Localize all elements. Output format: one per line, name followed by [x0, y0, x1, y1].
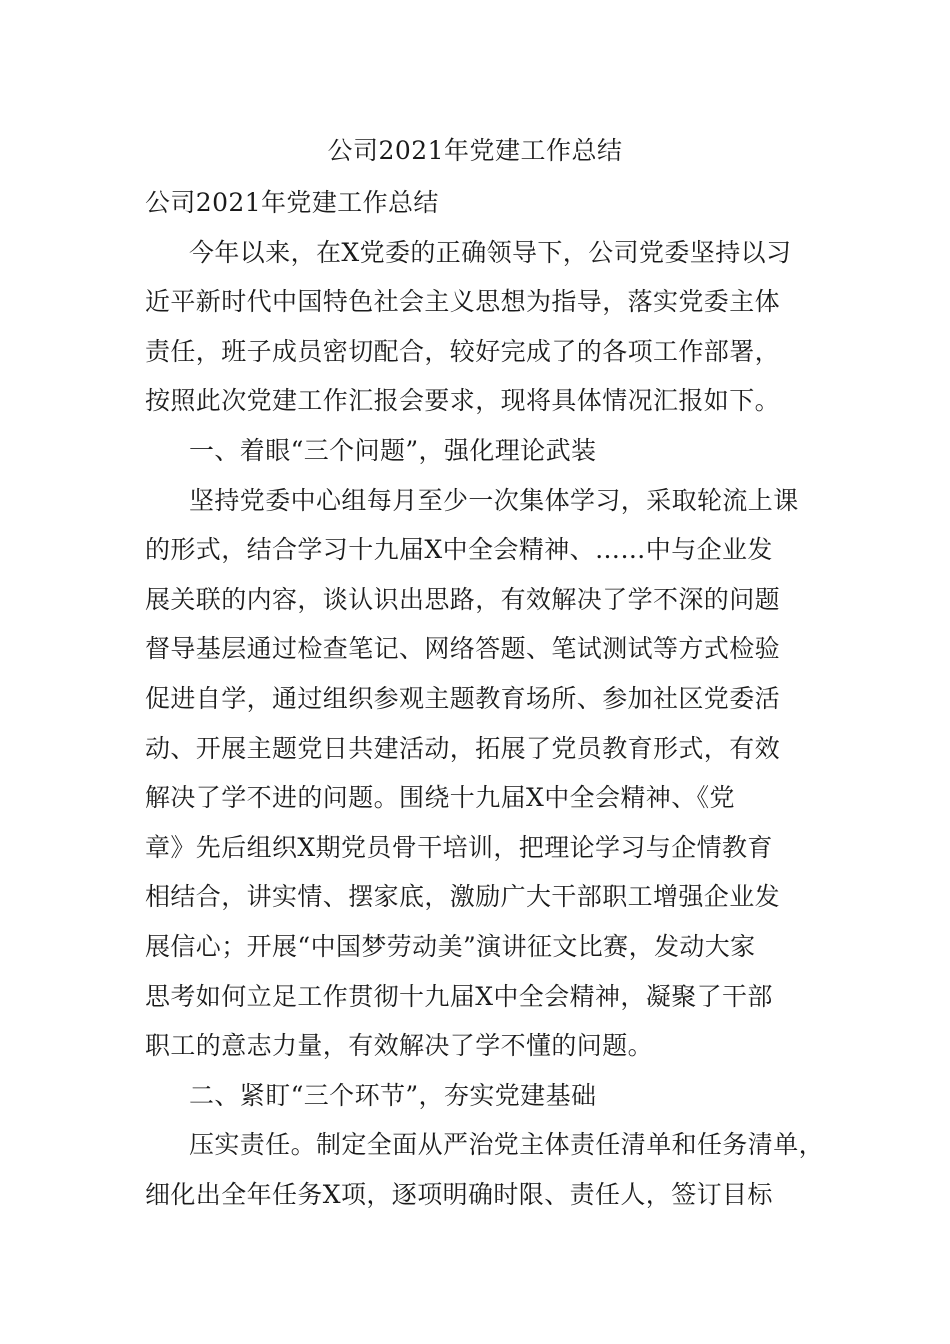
body-line: 按照此次党建工作汇报会要求，现将具体情况汇报如下。: [145, 386, 781, 416]
body-line: 展关联的内容，谈认识出思路，有效解决了学不深的问题: [145, 584, 781, 614]
body-line: 坚持党委中心组每月至少一次集体学习，采取轮流上课: [189, 485, 799, 515]
body-line: 章》先后组织X期党员骨干培训，把理论学习与企情教育: [145, 832, 773, 862]
document-subtitle: 公司2021年党建工作总结: [145, 188, 439, 217]
body-line: 职工的意志力量，有效解决了学不懂的问题。: [145, 1031, 654, 1061]
body-line: 一、着眼“三个问题”，强化理论武装: [189, 435, 597, 465]
body-line: 思考如何立足工作贯彻十九届X中全会精神，凝聚了干部: [145, 981, 773, 1011]
document-title: 公司2021年党建工作总结: [327, 136, 623, 165]
body-line: 促进自学，通过组织参观主题教育场所、参加社区党委活: [145, 683, 781, 713]
body-line: 动、开展主题党日共建活动，拓展了党员教育形式，有效: [145, 733, 781, 763]
body-line: 压实责任。制定全面从严治党主体责任清单和任务清单，: [189, 1130, 825, 1160]
body-line: 二、紧盯“三个环节”，夯实党建基础: [189, 1080, 597, 1110]
body-line: 近平新时代中国特色社会主义思想为指导，落实党委主体: [145, 287, 781, 317]
body-line: 细化出全年任务X项，逐项明确时限、责任人，签订目标: [145, 1179, 773, 1209]
body-line: 展信心；开展“中国梦劳动美”演讲征文比赛，发动大家: [145, 931, 756, 961]
document-body: [145, 178, 825, 1219]
body-line: 今年以来，在X党委的正确领导下，公司党委坚持以习: [189, 237, 792, 267]
body-line: 相结合，讲实情、摆家底，激励广大干部职工增强企业发: [145, 882, 781, 912]
body-line: 责任，班子成员密切配合，较好完成了的各项工作部署，: [145, 336, 781, 366]
body-line: 的形式，结合学习十九届X中全会精神、……中与企业发: [145, 535, 773, 565]
body-line: 督导基层通过检查笔记、网络答题、笔试测试等方式检验: [145, 634, 781, 664]
body-line: 解决了学不进的问题。围绕十九届X中全会精神、《党: [145, 783, 735, 813]
